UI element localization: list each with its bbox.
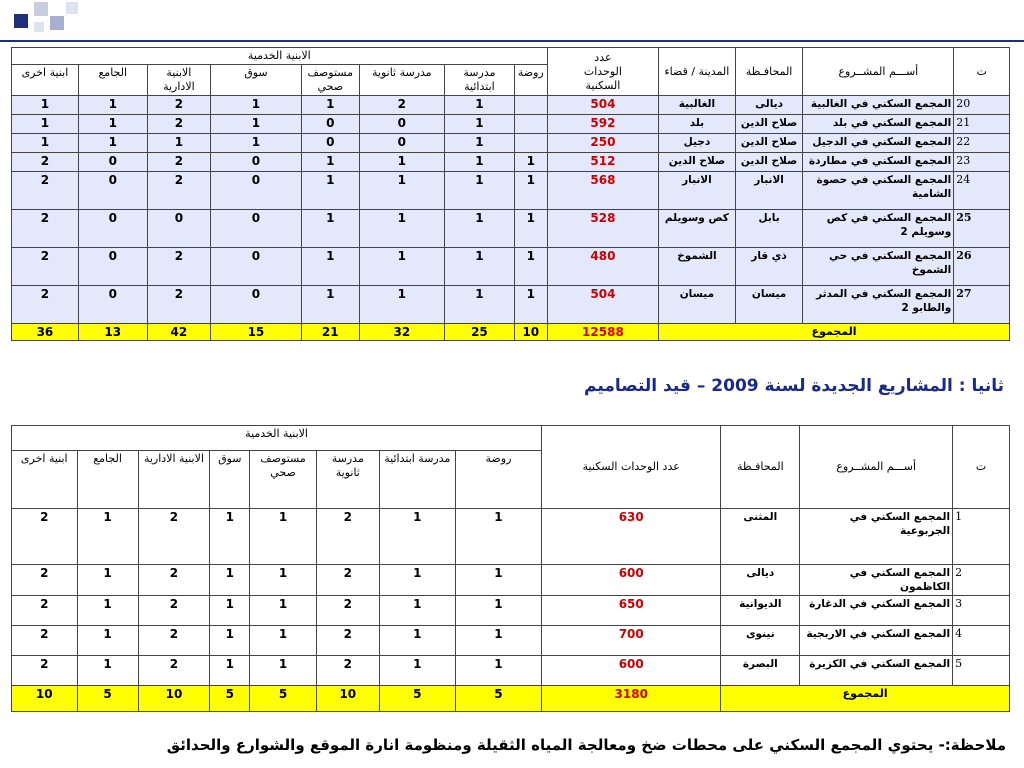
units-header-line: السكنية [585,78,621,92]
service-kg: 1 [514,286,547,324]
total-primary: 25 [444,324,514,341]
project-name: المجمع السكني في كص وسويلم 2 [803,210,954,248]
row-index: 23 [954,153,1010,172]
table-row [12,626,1010,656]
row-index: 25 [954,210,1010,248]
project-name: المجمع السكني في الدغارة [800,596,953,626]
service-mosque: 0 [78,210,147,248]
col-admin-header: الابنية الادارية [138,451,210,509]
col-other-header: ابنية اخرى [12,65,79,96]
total-primary: 5 [379,686,455,712]
row-index: 1 [953,509,1010,565]
service-secondary: 2 [316,626,379,656]
total-mosque: 5 [77,686,138,712]
project-name: المجمع السكني في الغالبية [803,96,954,115]
service-mosque: 1 [78,134,147,153]
units-count: 592 [547,115,658,134]
col-mosque-header: الجامع [77,451,138,509]
col-project-header: أســـم المشــروع [803,48,954,96]
col-secondary-header: مدرسة ثانوية [359,65,444,96]
service-kg: 1 [455,565,541,596]
units-count: 600 [542,565,721,596]
total-admin: 42 [147,324,210,341]
project-name: المجمع السكني في حصوة الشامية [803,172,954,210]
province: ذي قار [735,248,803,286]
total-mosque: 13 [78,324,147,341]
col-other-header: ابنية اخرى [12,451,78,509]
province: الديوانية [721,596,800,626]
service-other: 2 [12,565,78,596]
total-other: 10 [12,686,78,712]
service-market: 1 [210,626,250,656]
service-mosque: 0 [78,153,147,172]
service-primary: 1 [379,656,455,686]
service-kg: 1 [514,210,547,248]
service-secondary: 2 [359,96,444,115]
service-primary: 1 [444,153,514,172]
service-market: 0 [211,248,302,286]
service-mosque: 1 [77,565,138,596]
service-secondary: 2 [316,596,379,626]
col-clinic-header: مستوصف صحي [301,65,359,96]
col-kindergarten-header: روضة [455,451,541,509]
service-kg [514,115,547,134]
total-kindergarten: 5 [455,686,541,712]
service-primary: 1 [444,210,514,248]
service-admin: 2 [147,248,210,286]
province: الانبار [735,172,803,210]
table-row [12,286,1010,324]
service-primary: 1 [444,248,514,286]
service-admin: 2 [147,115,210,134]
service-kg: 1 [514,153,547,172]
city: ميسان [659,286,736,324]
service-primary: 1 [379,596,455,626]
units-count: 512 [547,153,658,172]
project-name: المجمع السكني في الكاظمون [800,565,953,596]
service-secondary: 1 [359,172,444,210]
service-kg: 1 [455,626,541,656]
service-mosque: 1 [77,626,138,656]
service-market: 1 [211,115,302,134]
service-admin: 2 [138,509,210,565]
units-count: 250 [547,134,658,153]
province: بابل [735,210,803,248]
service-primary: 1 [444,115,514,134]
service-admin: 0 [147,210,210,248]
col-primary-header: مدرسة ابتدائية [379,451,455,509]
service-clinic: 1 [301,153,359,172]
total-clinic: 5 [250,686,316,712]
units-count: 600 [542,656,721,686]
row-index: 20 [954,96,1010,115]
service-market: 0 [211,172,302,210]
section-2-title: ثانيا : المشاريع الجديدة لسنة 2009 – قيد التصاميم [584,376,1004,396]
project-name: المجمع السكني في مطاردة [803,153,954,172]
service-clinic: 1 [301,286,359,324]
service-secondary: 1 [359,248,444,286]
row-index: 24 [954,172,1010,210]
total-label: المجموع [659,324,1010,341]
units-count: 480 [547,248,658,286]
province: صلاح الدين [735,153,803,172]
service-kg: 1 [455,656,541,686]
col-mosque-header: الجامع [78,65,147,96]
col-project-header: أســـم المشــروع [800,426,953,509]
service-other: 2 [12,248,79,286]
table-row [12,656,1010,686]
col-index-header: ت [953,426,1010,509]
service-mosque: 0 [78,286,147,324]
total-row [12,686,1010,712]
service-admin: 2 [147,286,210,324]
service-kg: 1 [514,248,547,286]
service-primary: 1 [444,172,514,210]
table-row [12,134,1010,153]
service-other: 1 [12,96,79,115]
service-kg [514,96,547,115]
col-province-header: المحافـظة [735,48,803,96]
col-primary-header: مدرسة ابتدائية [444,65,514,96]
service-other: 2 [12,656,78,686]
service-clinic: 1 [250,626,316,656]
service-clinic: 0 [301,134,359,153]
col-market-header: سوق [211,65,302,96]
row-index: 21 [954,115,1010,134]
col-kindergarten-header: روضة [514,65,547,96]
service-clinic: 1 [250,509,316,565]
service-kg: 1 [455,509,541,565]
service-market: 1 [210,565,250,596]
city: الانبار [659,172,736,210]
table-row [12,210,1010,248]
total-secondary: 10 [316,686,379,712]
service-clinic: 1 [250,656,316,686]
service-secondary: 2 [316,656,379,686]
col-clinic-header: مستوصف صحي [250,451,316,509]
units-count: 700 [542,626,721,656]
total-market: 15 [211,324,302,341]
services-group-header: الابنية الخدمية [12,48,548,65]
total-secondary: 32 [359,324,444,341]
service-clinic: 1 [301,210,359,248]
service-clinic: 1 [301,248,359,286]
total-row [12,324,1010,341]
units-count: 650 [542,596,721,626]
total-market: 5 [210,686,250,712]
service-market: 1 [211,96,302,115]
service-market: 1 [210,596,250,626]
col-units-header [547,48,658,96]
total-units: 12588 [547,324,658,341]
service-secondary: 1 [359,286,444,324]
service-admin: 2 [147,96,210,115]
service-mosque: 1 [78,115,147,134]
col-units-header: عدد الوحدات السكنية [542,426,721,509]
province: صلاح الدين [735,134,803,153]
header-rule [0,40,1024,42]
service-primary: 1 [444,96,514,115]
city: الغالبية [659,96,736,115]
service-clinic: 1 [301,96,359,115]
units-count: 504 [547,286,658,324]
service-secondary: 0 [359,115,444,134]
province: ميسان [735,286,803,324]
city: دجيل [659,134,736,153]
province: البصرة [721,656,800,686]
service-primary: 1 [444,134,514,153]
project-name: المجمع السكني في الكزيرة [800,656,953,686]
service-primary: 1 [444,286,514,324]
service-other: 2 [12,286,79,324]
service-kg: 1 [514,172,547,210]
service-mosque: 1 [77,509,138,565]
col-index-header: ت [954,48,1010,96]
service-primary: 1 [379,565,455,596]
row-index: 4 [953,626,1010,656]
service-secondary: 2 [316,509,379,565]
row-index: 5 [953,656,1010,686]
header-row-1 [12,426,1010,451]
table-row [12,565,1010,596]
units-count: 528 [547,210,658,248]
total-other: 36 [12,324,79,341]
service-kg [514,134,547,153]
service-admin: 2 [147,153,210,172]
total-kindergarten: 10 [514,324,547,341]
service-mosque: 1 [77,596,138,626]
table-row [12,509,1010,565]
col-city-header: المدينة / قضاء [659,48,736,96]
service-admin: 2 [138,656,210,686]
service-admin: 2 [147,172,210,210]
service-other: 1 [12,115,79,134]
city: صلاح الدين [659,153,736,172]
col-market-header: سوق [210,451,250,509]
service-secondary: 2 [316,565,379,596]
table-row [12,596,1010,626]
col-admin-header: الابنية الادارية [147,65,210,96]
service-secondary: 1 [359,210,444,248]
service-mosque: 0 [78,172,147,210]
service-admin: 2 [138,565,210,596]
service-mosque: 0 [78,248,147,286]
province: المثنى [721,509,800,565]
service-other: 2 [12,626,78,656]
table-row [12,153,1010,172]
project-name: المجمع السكني في حي الشموخ [803,248,954,286]
service-clinic: 1 [250,596,316,626]
service-clinic: 1 [250,565,316,596]
project-name: المجمع السكني في الجربوعية [800,509,953,565]
units-header-line: عدد [594,50,612,64]
service-market: 0 [211,286,302,324]
service-mosque: 1 [78,96,147,115]
city: الشموخ [659,248,736,286]
city: كص وسويلم [659,210,736,248]
service-admin: 1 [147,134,210,153]
service-primary: 1 [379,509,455,565]
footer-note: ملاحظة:- يحتوي المجمع السكني على محطات ضخ ومعالجة المياه الثقيلة ومنظومة انارة الموقع والشوارع والحدائق [166,736,1006,754]
service-kg: 1 [455,596,541,626]
table-row [12,115,1010,134]
row-index: 3 [953,596,1010,626]
row-index: 27 [954,286,1010,324]
service-clinic: 0 [301,115,359,134]
units-count: 568 [547,172,658,210]
project-name: المجمع السكني في المدثر والطابو 2 [803,286,954,324]
city: بلد [659,115,736,134]
total-clinic: 21 [301,324,359,341]
table-row [12,248,1010,286]
total-admin: 10 [138,686,210,712]
units-count: 504 [547,96,658,115]
header-row-1 [12,48,1010,65]
row-index: 22 [954,134,1010,153]
service-secondary: 0 [359,134,444,153]
service-mosque: 1 [77,656,138,686]
service-primary: 1 [379,626,455,656]
new-projects-table [11,425,1010,712]
service-clinic: 1 [301,172,359,210]
service-other: 2 [12,210,79,248]
service-market: 1 [210,656,250,686]
service-other: 2 [12,596,78,626]
service-admin: 2 [138,596,210,626]
service-market: 0 [211,153,302,172]
service-other: 2 [12,509,78,565]
province: ديالى [735,96,803,115]
service-other: 2 [12,153,79,172]
existing-projects-table [11,47,1010,341]
project-name: المجمع السكني في الدجيل [803,134,954,153]
service-other: 2 [12,172,79,210]
project-name: المجمع السكني في بلد [803,115,954,134]
service-admin: 2 [138,626,210,656]
col-province-header: المحافـظة [721,426,800,509]
total-units: 3180 [542,686,721,712]
units-header-line: الوحدات [583,64,622,78]
service-market: 1 [211,134,302,153]
province: نينوى [721,626,800,656]
province: صلاح الدين [735,115,803,134]
service-market: 0 [211,210,302,248]
row-index: 2 [953,565,1010,596]
project-name: المجمع السكني في الاربجية [800,626,953,656]
service-market: 1 [210,509,250,565]
total-label: المجموع [721,686,1010,712]
table-row [12,96,1010,115]
col-secondary-header: مدرسة ثانوية [316,451,379,509]
table-row [12,172,1010,210]
units-count: 630 [542,509,721,565]
service-other: 1 [12,134,79,153]
service-secondary: 1 [359,153,444,172]
province: ديالى [721,565,800,596]
services-group-header: الابنية الخدمية [12,426,542,451]
row-index: 26 [954,248,1010,286]
